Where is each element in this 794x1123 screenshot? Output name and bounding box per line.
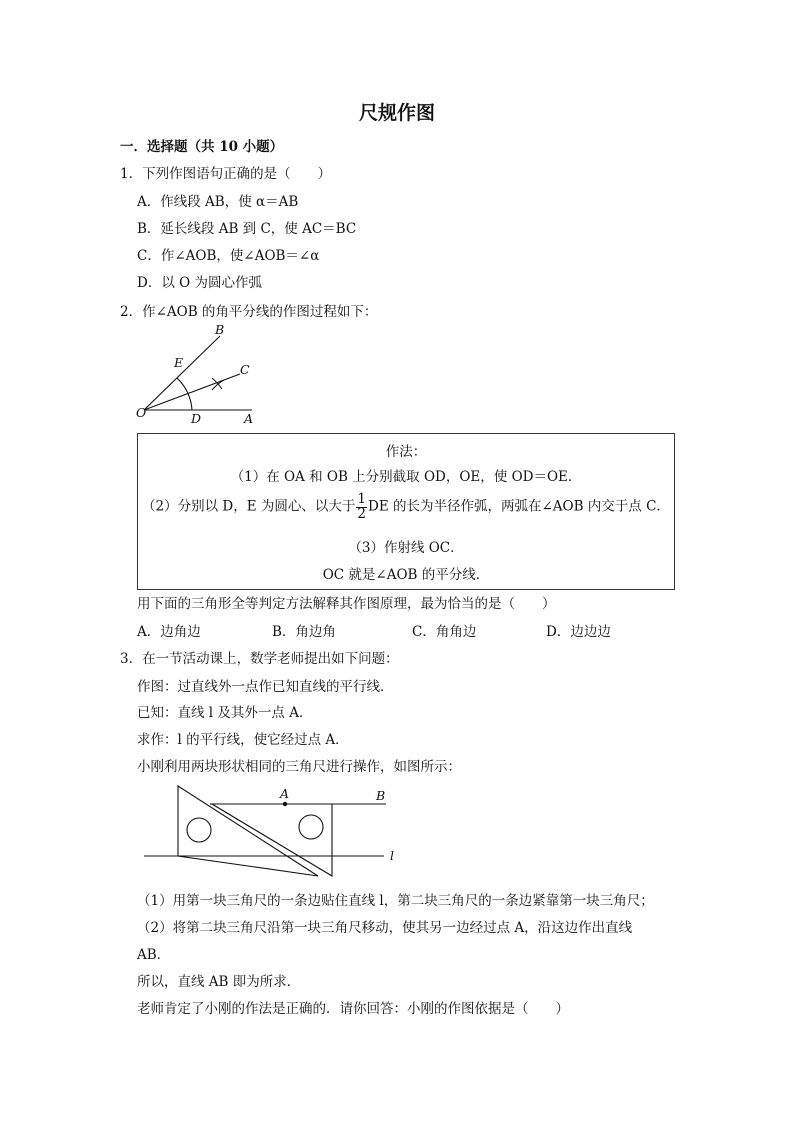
- q2-option-a: A．边角边: [137, 624, 201, 640]
- ray-oc: [144, 374, 240, 410]
- label-o: O: [136, 405, 147, 420]
- q3-line-4: 小刚利用两块形状相同的三角尺进行操作，如图所示：: [137, 759, 461, 775]
- q2-question: 用下面的三角形全等判定方法解释其作图原理，最为恰当的是（ ）: [137, 596, 556, 612]
- q3-line-1: 作图：过直线外一点作已知直线的平行线．: [137, 679, 394, 695]
- page-title: 尺规作图: [358, 102, 435, 124]
- q1-option-b: B．延长线段 AB 到 C，使 AC＝BC: [137, 221, 357, 237]
- second-triangle-ruler: [212, 804, 332, 876]
- label-b: B: [215, 322, 225, 337]
- q2-option-d: D．边边边: [546, 624, 611, 640]
- q1-option-c: C．作∠AOB，使∠AOB＝∠α: [137, 248, 320, 264]
- q2-option-b: B．角边角: [272, 624, 336, 640]
- point-a: [283, 802, 287, 806]
- ruler-hole-1: [187, 818, 211, 842]
- label-a: A: [244, 411, 254, 426]
- first-triangle-ruler: [178, 786, 318, 876]
- method-step-1: （1）在 OA 和 OB 上分别截取 OD，OE，使 OD＝OE．: [230, 469, 582, 485]
- q3-question: 老师肯定了小刚的作法是正确的．请你回答：小刚的作图依据是（ ）: [137, 1001, 569, 1017]
- label-d: D: [191, 411, 202, 426]
- angle-bisector-figure: [130, 320, 270, 428]
- q3-step-1: （1）用第一块三角尺的一条边贴住直线 l，第二块三角尺的一条边紧靠第一块三角尺；: [137, 893, 654, 909]
- fraction-denominator: 2: [357, 505, 366, 522]
- q2-stem: 2．作∠AOB 的角平分线的作图过程如下：: [120, 304, 378, 320]
- q3-line-2: 已知：直线 l 及其外一点 A．: [137, 705, 313, 721]
- label-e: E: [174, 355, 184, 370]
- method-step-3: （3）作射线 OC．: [348, 540, 464, 556]
- construction-method-box: [137, 433, 675, 590]
- section-heading: 一．选择题（共 10 小题）: [120, 139, 284, 155]
- q3-conclusion: 所以，直线 AB 即为所求．: [137, 974, 301, 990]
- label-c: C: [240, 362, 250, 377]
- label-b: B: [376, 788, 386, 803]
- arc-de: [177, 378, 192, 410]
- q2-option-c: C．角角边: [412, 624, 477, 640]
- method-conclusion: OC 就是∠AOB 的平分线．: [322, 567, 490, 583]
- q1-stem: 1．下列作图语句正确的是（ ）: [120, 166, 332, 182]
- label-a: A: [280, 786, 290, 801]
- q1-option-d: D．以 O 为圆心作弧: [137, 275, 262, 291]
- fraction-half: [356, 493, 367, 521]
- q3-step-2: （2）将第二块三角尺沿第一块三角尺移动，使其另一边经过点 A，沿这边作出直线: [137, 920, 633, 936]
- triangle-rulers-figure: [140, 782, 410, 882]
- method-step-2: [138, 493, 674, 521]
- step-2-prefix: （2）分别以 D，E 为圆心、以大于: [142, 498, 356, 515]
- ray-ob: [144, 336, 220, 410]
- q3-stem: 3．在一节活动课上，数学老师提出如下问题：: [120, 651, 399, 667]
- label-l: l: [390, 848, 394, 863]
- ruler-hole-2: [299, 815, 323, 839]
- q3-step-2-cont: AB．: [137, 947, 171, 963]
- q1-option-a: A．作线段 AB，使 α＝AB: [137, 194, 299, 210]
- method-heading: 作法：: [385, 444, 427, 460]
- fraction-numerator: 1: [357, 491, 366, 507]
- step-2-suffix: DE 的长为半径作弧，两弧在∠AOB 内交于点 C．: [368, 498, 670, 515]
- q3-line-3: 求作：l 的平行线，使它经过点 A．: [137, 732, 349, 748]
